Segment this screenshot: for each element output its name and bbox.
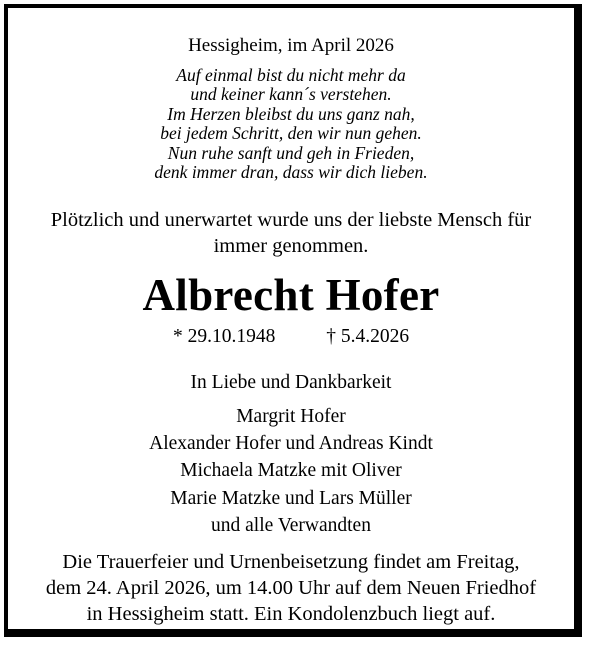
funeral-line: dem 24. April 2026, um 14.00 Uhr auf dem Neuen Friedhof xyxy=(45,577,537,599)
life-dates xyxy=(8,326,574,348)
poem-line: denk immer dran, dass wir dich lieben. xyxy=(154,162,428,183)
thanks-line: In Liebe und Dankbarkeit xyxy=(190,372,392,393)
mourners-list xyxy=(8,403,574,539)
intro-text xyxy=(8,207,574,259)
funeral-line: Die Trauerfeier und Urnenbeisetzung findet am Freitag, xyxy=(62,551,520,573)
deceased-name: Albrecht Hofer xyxy=(142,270,440,320)
mourner-line: Alexander Hofer und Andreas Kindt xyxy=(149,433,433,455)
death-date: † 5.4.2026 xyxy=(326,326,410,347)
poem-line: und keiner kann´s verstehen. xyxy=(190,84,392,105)
intro-line: immer genommen. xyxy=(213,235,369,257)
funeral-line: in Hessigheim statt. Ein Kondolenzbuch liegt auf. xyxy=(86,603,496,625)
poem-line: Nun ruhe sanft und geh in Frieden, xyxy=(167,142,415,163)
mourner-line: und alle Verwandten xyxy=(211,514,371,536)
birth-date: * 29.10.1948 xyxy=(172,326,276,347)
mourner-line: Margrit Hofer xyxy=(236,406,346,427)
intro-line: Plötzlich und unerwartet wurde uns der liebste Mensch für xyxy=(50,209,532,231)
poem-line: Auf einmal bist du nicht mehr da xyxy=(176,65,406,85)
poem-line: bei jedem Schritt, den wir nun gehen. xyxy=(160,123,422,144)
poem-line: Im Herzen bleibst du uns ganz nah, xyxy=(167,103,415,124)
place-date: Hessigheim, im April 2026 xyxy=(188,35,394,56)
mourner-line: Marie Matzke und Lars Müller xyxy=(170,487,412,509)
obituary-notice xyxy=(4,4,582,637)
poem xyxy=(8,66,574,182)
funeral-info xyxy=(8,549,574,627)
mourner-line: Michaela Matzke mit Oliver xyxy=(180,460,402,482)
